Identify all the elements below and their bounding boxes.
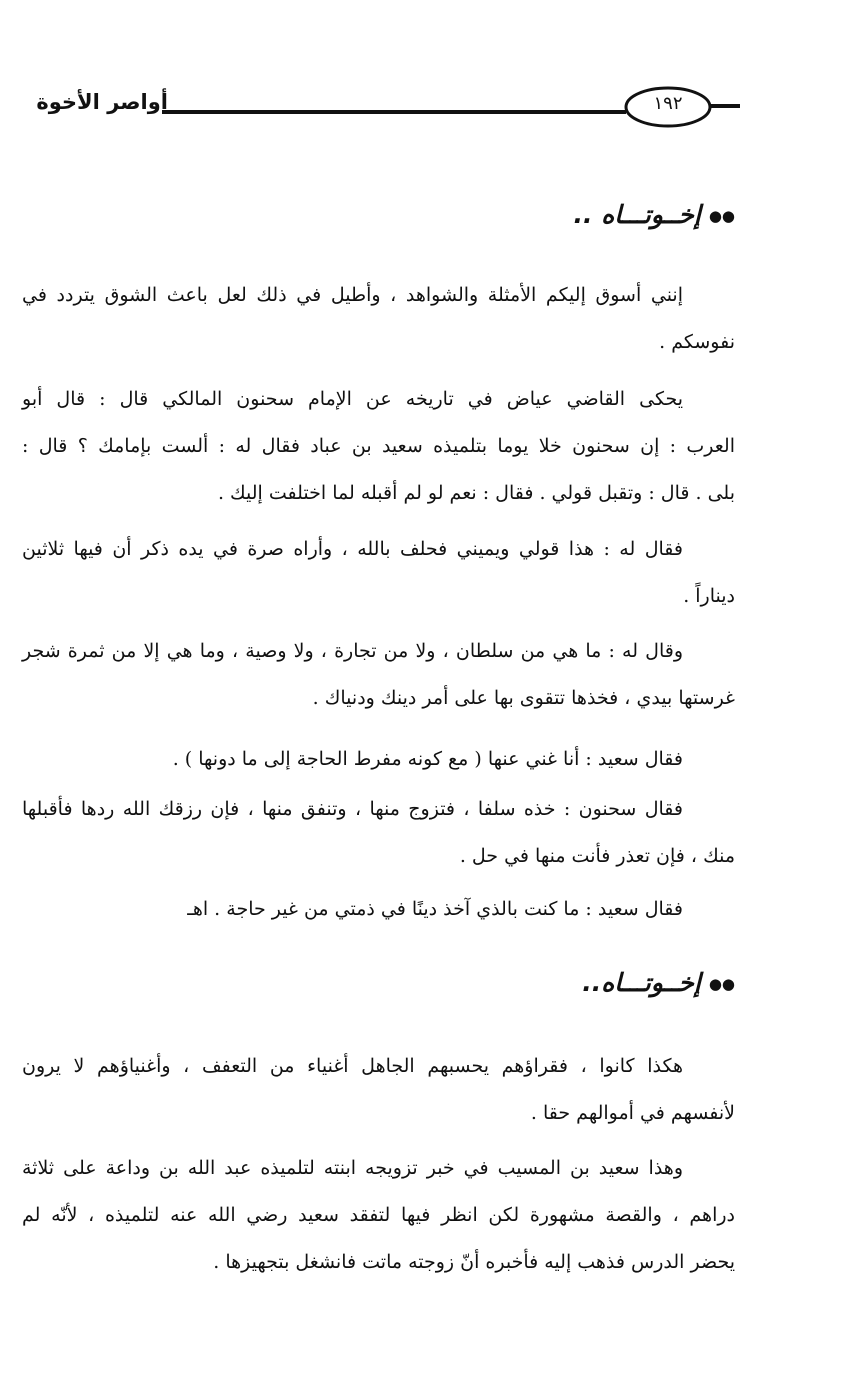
paragraph xyxy=(22,628,735,722)
paragraph-line: غرستها بيدي ، فخذها تتقوى بها على أمر دينك ودنياك . xyxy=(312,687,735,709)
paragraph-line: وهذا سعيد بن المسيب في خبر تزويجه ابنته لتلميذه عبد الله بن وداعة على ثلاثة xyxy=(22,1157,683,1179)
paragraph-line: فقال سعيد : أنا غني عنها ( مع كونه مفرط الحاجة إلى ما دونها ) . xyxy=(172,748,683,770)
section-heading-2 xyxy=(582,968,735,997)
paragraph-line: دراهم ، والقصة مشهورة لكن انظر فيها لتفقد سعيد رضي الله عنه لتلميذه ، لأنّه لم xyxy=(22,1204,735,1226)
paragraph-line: يحضر الدرس فذهب إليه فأخبره أنّ زوجته ماتت فانشغل بتجهيزها . xyxy=(213,1251,735,1273)
paragraph xyxy=(22,526,735,620)
paragraph xyxy=(22,736,735,783)
section-heading-1 xyxy=(574,200,736,229)
paragraph-line: يحكى القاضي عياض في تاريخه عن الإمام سحنون المالكي قال : قال أبو xyxy=(22,388,683,410)
paragraph xyxy=(22,886,735,933)
paragraph-line: ديناراً . xyxy=(683,585,735,607)
running-header xyxy=(22,82,740,132)
paragraph xyxy=(22,786,735,880)
paragraph-line: بلى . قال : وتقبل قولي . فقال : نعم لو لم أقبله لما اختلفت إليك . xyxy=(217,482,735,504)
paragraph xyxy=(22,272,735,366)
paragraph xyxy=(22,1043,735,1137)
page-number: ١٩٢ xyxy=(653,93,683,114)
paragraph xyxy=(22,376,735,517)
bullet-icon: ●● xyxy=(708,207,735,225)
paragraph-line: فقال سحنون : خذه سلفا ، فتزوج منها ، وتنفق منها ، فإن رزقك الله ردها فأقبلها xyxy=(22,798,683,820)
paragraph-line: فقال سعيد : ما كنت بالذي آخذ دينًا في ذمتي من غير حاجة . اهـ xyxy=(187,898,683,920)
bullet-icon: ●● xyxy=(708,975,735,993)
paragraph-line: هكذا كانوا ، فقراؤهم يحسبهم الجاهل أغنياء من التعفف ، وأغنياؤهم لا يرون xyxy=(22,1055,683,1077)
section-heading-text: إخــوتـــاه.. xyxy=(582,968,701,997)
paragraph-line: إنني أسوق إليكم الأمثلة والشواهد ، وأطيل في ذلك لعل باعث الشوق يتردد في xyxy=(22,284,683,306)
running-header-title: أواصر الأخوة xyxy=(36,90,168,114)
paragraph-line: منك ، فإن تعذر فأنت منها في حل . xyxy=(459,845,735,867)
paragraph-line: فقال له : هذا قولي ويميني فحلف بالله ، وأراه صرة في يده ذكر أن فيها ثلاثين xyxy=(22,538,683,560)
paragraph-line: لأنفسهم في أموالهم حقا . xyxy=(530,1102,735,1124)
paragraph-line: وقال له : ما هي من سلطان ، ولا من تجارة ، ولا وصية ، وما هي إلا من ثمرة شجر xyxy=(22,640,683,662)
paragraph xyxy=(22,1145,735,1286)
paragraph-line: العرب : إن سحنون خلا يوما بتلميذه سعيد بن عباد فقال له : ألست بإمامك ؟ قال : xyxy=(22,435,735,457)
paragraph-line: نفوسكم . xyxy=(659,331,735,353)
section-heading-text: إخــوتـــاه .. xyxy=(573,200,701,229)
